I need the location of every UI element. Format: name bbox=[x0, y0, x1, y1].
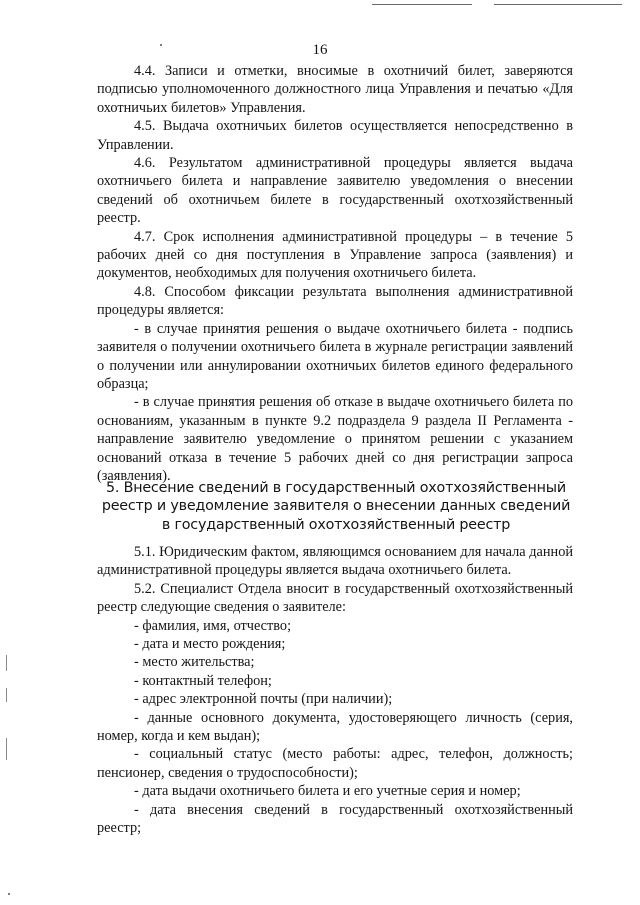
list-item: - данные основного документа, удостоверяющего личность (серия, номер, когда и кем выдан); bbox=[97, 709, 573, 745]
paragraph-5-1: 5.1. Юридическим фактом, являющимся основанием для начала данной административной процедуры является выдача охотничьего билета. bbox=[97, 544, 573, 579]
list-item: - в случае принятия решения об отказе в выдаче охотничьего билета по основаниям, указанным в пункте 9.2 подраздела 9 раздела II Регламента - направление заявителю уведомление о принятом решении с указанием оснований отказа в течение 5 рабочих дней со дня регистрации запроса (заявления). bbox=[97, 394, 573, 484]
section-5-heading: 5. Внесение сведений в государственный охотхозяйственный реестр и уведомление заявителя о внесении данных сведений в государственный охотхозяйственный реестр bbox=[101, 480, 571, 533]
paragraph-4-4: 4.4. Записи и отметки, вносимые в охотничий билет, заверяются подписью уполномоченного должностного лица Управления и печатью «Для охотничьих билетов» Управления. bbox=[97, 63, 573, 116]
list-item: - место жительства; bbox=[134, 654, 255, 671]
list-item: - адрес электронной почты (при наличии); bbox=[134, 691, 393, 708]
list-item: - дата внесения сведений в государственный охотхозяйственный реестр; bbox=[97, 801, 573, 837]
paragraph-4-5: 4.5. Выдача охотничьих билетов осуществляется непосредственно в Управлении. bbox=[97, 118, 573, 153]
list-item: - социальный статус (место работы: адрес, телефон, должность; пенсионер, сведения о трудоспособности); bbox=[97, 746, 573, 781]
list-item: - контактный телефон; bbox=[134, 672, 272, 689]
list-item: - фамилия, имя, отчество; bbox=[134, 617, 292, 634]
scan-top-rule bbox=[372, 4, 622, 5]
document-body-top bbox=[97, 62, 573, 485]
scan-margin-mark bbox=[6, 655, 7, 671]
scan-speck bbox=[8, 893, 10, 895]
page-number: 16 bbox=[312, 42, 328, 58]
paragraph-5-2: 5.2. Специалист Отдела вносит в государственный охотхозяйственный реестр следующие сведения о заявителе: bbox=[97, 580, 573, 616]
paragraph-4-6: 4.6. Результатом административной процедуры является выдача охотничьего билета и направление заявителю уведомления о внесении сведений об охотничьем билете в государственный охотхозяйственный реестр. bbox=[97, 155, 573, 227]
list-item: - дата выдачи охотничьего билета и его учетные серия и номер; bbox=[134, 783, 521, 800]
document-body-bottom bbox=[97, 543, 573, 838]
scan-margin-mark bbox=[6, 688, 7, 702]
paragraph-4-8: 4.8. Способом фиксации результата выполнения административной процедуры является: bbox=[97, 283, 573, 319]
scan-margin-mark bbox=[6, 738, 7, 760]
list-item: - дата и место рождения; bbox=[134, 636, 286, 653]
list-item: - в случае принятия решения о выдаче охотничьего билета - подпись заявителя о получении охотничьего билета в журнале регистрации заявлений о получении или аннулировании охотничьих билетов единого федерального образца; bbox=[97, 320, 573, 392]
paragraph-4-7: 4.7. Срок исполнения административной процедуры – в течение 5 рабочих дней со дня поступления в Управление запроса (заявления) и документов, необходимых для получения охотничьего билета. bbox=[97, 228, 573, 282]
